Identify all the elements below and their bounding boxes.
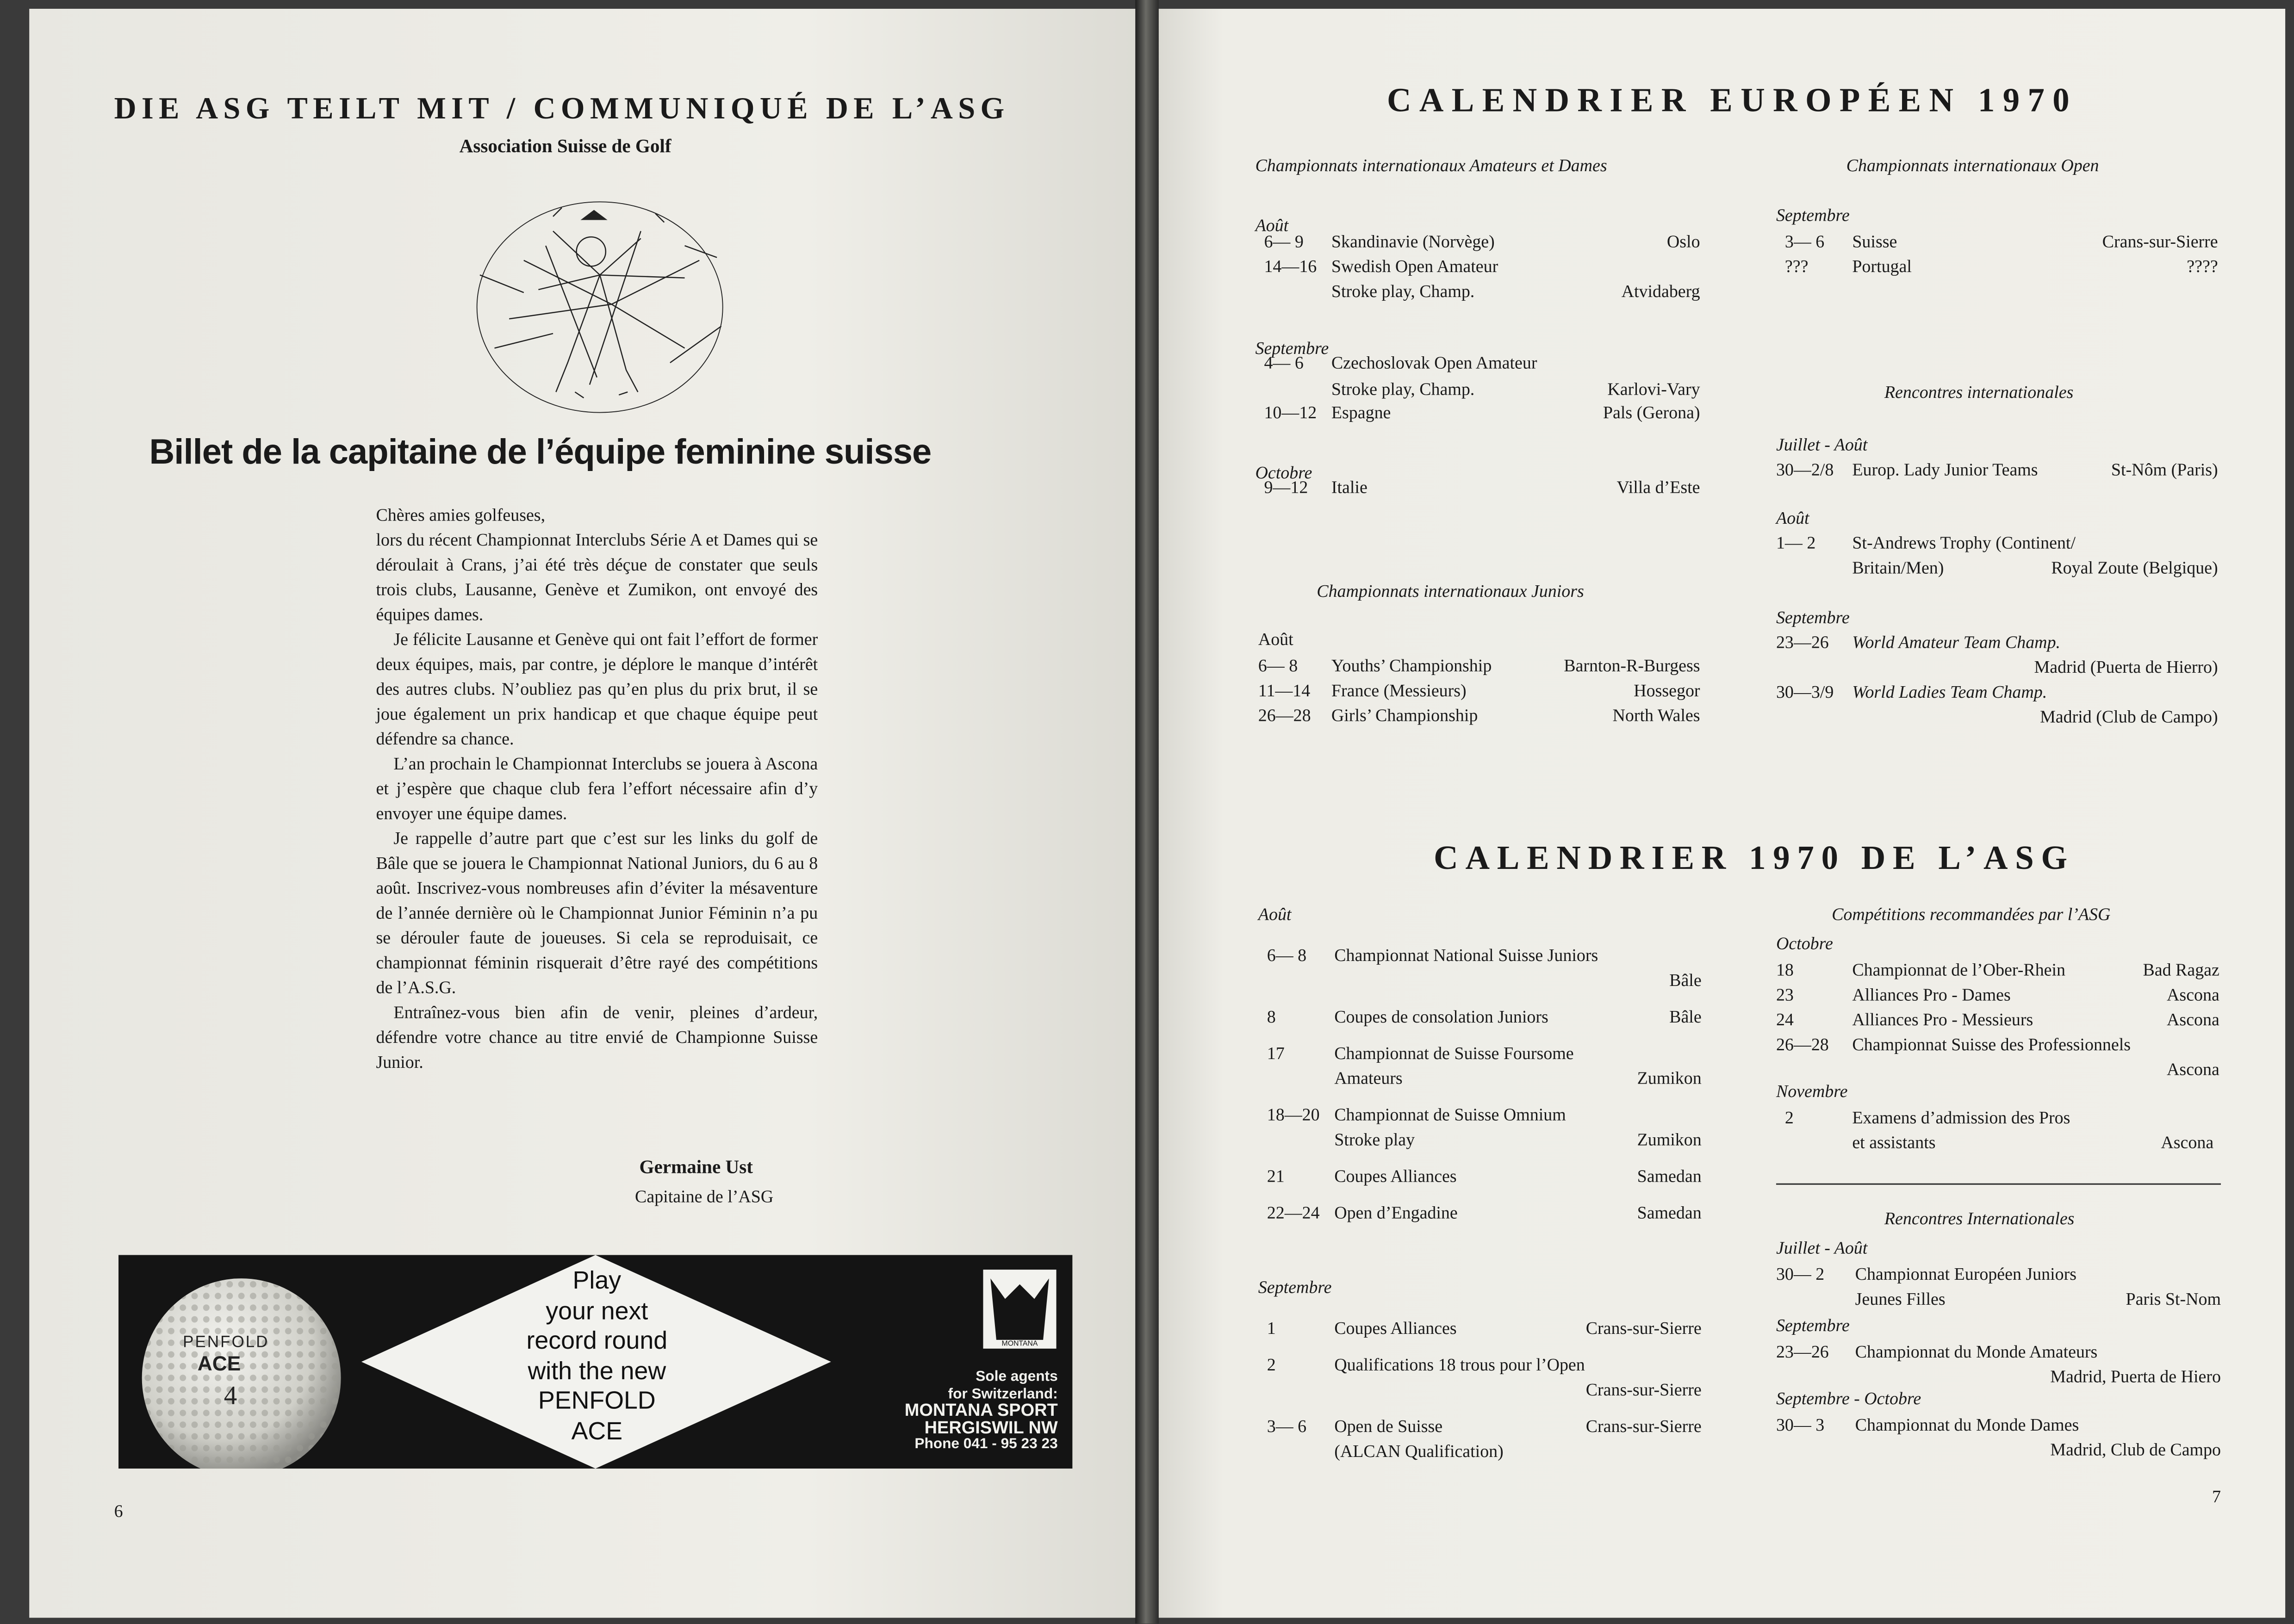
entry-place: North Wales	[1612, 705, 1700, 726]
paragraph: lors du récent Championnat Interclubs Série A et Dames qui se déroulait à Crans, j’ai été très déçue de constater que seuls trois clubs, Lausanne, Genève et Zumikon, ont envoyé des équipes dames.	[376, 529, 818, 625]
signature-role: Capitaine de l’ASG	[635, 1186, 774, 1207]
entry-date: 22—24	[1267, 1202, 1320, 1223]
entry-date: 24	[1776, 1009, 1794, 1030]
entry-place: Crans-sur-Sierre	[1585, 1379, 1702, 1400]
paragraph: Entraînez-vous bien afin de venir, pleines d’ardeur, défendre votre chance au titre envié de Championne Suisse Junior.	[376, 1002, 818, 1072]
entry-title: Coupes Alliances	[1334, 1318, 1457, 1339]
slogan-line: with the new	[528, 1357, 666, 1385]
entry-title: World Amateur Team Champ.	[1852, 632, 2061, 652]
entry-title: Championnat de Suisse Omnium	[1334, 1104, 1566, 1125]
entry-title: Qualifications 18 trous pour l’Open	[1334, 1354, 1585, 1375]
entry-title: Championnat de l’Ober-Rhein	[1852, 959, 2066, 980]
entry-title: Examens d’admission des Pros	[1852, 1107, 2070, 1128]
entry-title: Italie	[1331, 477, 1368, 497]
month-label: Septembre	[1255, 338, 1329, 359]
ad-slogan	[496, 1267, 698, 1447]
entry-date: 30— 3	[1776, 1414, 1825, 1435]
agents-line: MONTANA SPORT	[904, 1400, 1058, 1420]
asg-calendar-heading: CALENDRIER 1970 DE L’ASG	[1434, 839, 2075, 876]
month-label: Septembre	[1258, 1277, 1332, 1298]
entry-date: 26—28	[1258, 705, 1311, 726]
month-label: Novembre	[1776, 1081, 1848, 1102]
entry-place: Oslo	[1666, 231, 1700, 252]
entry-date: 10—12	[1264, 402, 1317, 423]
entry-title: Skandinavie (Norvège)	[1331, 231, 1495, 252]
entry-date: 18—20	[1267, 1104, 1320, 1125]
entry-place: Madrid, Puerta de Hiero	[2050, 1366, 2221, 1387]
entry-date: 4— 6	[1264, 352, 1304, 373]
article-title: Billet de la capitaine de l’équipe feminine suisse	[149, 433, 932, 473]
entry-place: Pals (Gerona)	[1603, 402, 1700, 423]
paragraph: Je rappelle d’autre part que c’est sur les links du golf de Bâle que se jouera le Championnat National Juniors, du 6 au 8 août. Inscrivez-vous nombreuses afin d’éviter la mésaventure de l’année dernière où le Championnat Junior Féminin n’a pu se dérouler faute de joueuses. Si cela se reproduisait, ce championnat féminin risquerait d’être rayé des compétitions de l’A.S.G.	[376, 828, 818, 998]
section-title: Championnats internationaux Open	[1846, 155, 2099, 176]
entry-date: 2	[1267, 1354, 1276, 1375]
signature-name: Germaine Ust	[639, 1155, 753, 1178]
european-calendar-heading: CALENDRIER EUROPÉEN 1970	[1387, 82, 2077, 119]
entry-place: Zumikon	[1637, 1067, 1702, 1089]
entry-date: 2	[1784, 1107, 1794, 1128]
entry-title: Championnat de Suisse Foursome	[1334, 1043, 1574, 1064]
entry-title: Alliances Pro - Dames	[1852, 984, 2011, 1005]
ball-number-text: 4	[224, 1381, 237, 1410]
entry-title: World Ladies Team Champ.	[1852, 682, 2047, 702]
ball-brand-text: PENFOLD	[183, 1334, 269, 1352]
month-label: Septembre - Octobre	[1776, 1388, 1921, 1409]
entry-place: Bâle	[1669, 1006, 1702, 1027]
entry-place: Crans-sur-Sierre	[2102, 231, 2218, 252]
entry-title: Coupes Alliances	[1334, 1165, 1457, 1186]
entry-place: Crans-sur-Sierre	[1585, 1318, 1702, 1339]
page-number-right: 7	[2212, 1486, 2221, 1507]
entry-date: 6— 8	[1258, 655, 1298, 676]
golfer-sketch-illustration	[465, 187, 743, 421]
entry-date: 1— 2	[1776, 532, 1816, 553]
entry-title: Championnat Européen Juniors	[1855, 1264, 2077, 1284]
entry-place: Ascona	[2167, 984, 2219, 1005]
month-label: Septembre	[1776, 607, 1850, 628]
entry-date: 26—28	[1776, 1034, 1829, 1055]
page-number-left: 6	[114, 1500, 123, 1521]
entry-title: Youths’ Championship	[1331, 655, 1492, 676]
section-title: Compétitions recommandées par l’ASG	[1832, 904, 2111, 925]
section-title: Rencontres internationales	[1884, 382, 2074, 403]
entry-date: 3— 6	[1267, 1416, 1307, 1437]
month-label: Août	[1776, 508, 1809, 528]
entry-place: Bâle	[1669, 970, 1702, 991]
entry-title: Swedish Open Amateur	[1331, 256, 1498, 277]
month-label: Août	[1258, 904, 1292, 925]
entry-subtitle: Jeunes Filles	[1855, 1289, 1946, 1309]
entry-title: Open de Suisse	[1334, 1416, 1443, 1437]
entry-place: Ascona	[2167, 1009, 2219, 1030]
ad-agents	[850, 1369, 1058, 1453]
entry-place: St-Nôm (Paris)	[2111, 459, 2218, 480]
entry-title: Coupes de consolation Juniors	[1334, 1006, 1548, 1027]
month-label: Juillet - Août	[1776, 434, 1868, 455]
month-label: Août	[1255, 215, 1289, 236]
entry-title: Czechoslovak Open Amateur	[1331, 352, 1537, 373]
entry-place: Madrid (Puerta de Hierro)	[2034, 657, 2218, 677]
entry-place: Zumikon	[1637, 1129, 1702, 1150]
entry-title: Britain/Men)	[1852, 557, 1944, 578]
entry-place: Karlovi-Vary	[1607, 378, 1700, 400]
entry-date: 1	[1267, 1318, 1276, 1339]
entry-date: 17	[1267, 1043, 1285, 1064]
communique-heading: DIE ASG TEILT MIT / COMMUNIQUÉ DE L’ASG	[114, 91, 1010, 126]
entry-title: Alliances Pro - Messieurs	[1852, 1009, 2033, 1030]
entry-date: 8	[1267, 1006, 1276, 1027]
entry-title: St-Andrews Trophy (Continent/	[1852, 532, 2076, 553]
entry-place: Samedan	[1637, 1202, 1702, 1223]
book-gutter	[1135, 0, 1159, 1624]
slogan-line: ACE	[571, 1416, 623, 1444]
entry-date: 23	[1776, 984, 1794, 1005]
entry-subtitle: (ALCAN Qualification)	[1334, 1440, 1504, 1462]
slogan-line: PENFOLD	[538, 1387, 656, 1415]
entry-title: Portugal	[1852, 256, 1912, 277]
ball-model-text: ACE	[197, 1351, 241, 1375]
entry-title: Suisse	[1852, 231, 1897, 252]
entry-place: Crans-sur-Sierre	[1585, 1416, 1702, 1437]
entry-date: 21	[1267, 1165, 1285, 1186]
entry-place: Madrid, Club de Campo	[2050, 1439, 2221, 1460]
entry-date: 23—26	[1776, 1341, 1829, 1362]
entry-date: 30— 2	[1776, 1264, 1825, 1284]
agents-line: HERGISWIL NW	[924, 1416, 1058, 1438]
agents-line: Sole agents	[976, 1369, 1058, 1385]
month-label: Septembre	[1776, 1315, 1850, 1336]
entry-title: Europ. Lady Junior Teams	[1852, 459, 2038, 480]
entry-title: Open d’Engadine	[1334, 1202, 1458, 1223]
penfold-advertisement	[118, 1255, 1072, 1469]
article-body	[376, 503, 818, 1075]
entry-place: Villa d’Este	[1616, 477, 1700, 497]
month-label: Août	[1258, 629, 1293, 650]
entry-title: Stroke play, Champ.	[1331, 378, 1475, 400]
section-title: Championnats internationaux Juniors	[1317, 581, 1584, 601]
entry-date: 23—26	[1776, 632, 1829, 652]
entry-date: 30—3/9	[1776, 682, 1834, 702]
entry-date: ???	[1784, 256, 1809, 277]
entry-place: Samedan	[1637, 1165, 1702, 1186]
entry-place: Bad Ragaz	[2143, 959, 2219, 980]
entry-date: 6— 8	[1267, 945, 1307, 966]
month-label: Septembre	[1776, 205, 1850, 225]
entry-title: Stroke play, Champ.	[1331, 280, 1475, 302]
entry-title: Championnat du Monde Amateurs	[1855, 1341, 2098, 1362]
month-label: Octobre	[1776, 933, 1833, 954]
entry-subtitle: et assistants	[1852, 1132, 1936, 1153]
entry-place: Madrid (Club de Campo)	[2040, 706, 2218, 727]
agents-line: Phone 041 - 95 23 23	[914, 1436, 1058, 1453]
entry-place: Ascona	[2161, 1132, 2214, 1153]
entry-date: 6— 9	[1264, 231, 1304, 252]
entry-place: ????	[2187, 256, 2218, 277]
entry-date: 9—12	[1264, 477, 1308, 497]
month-label: Octobre	[1255, 462, 1312, 483]
paragraph: L’an prochain le Championnat Interclubs se jouera à Ascona et j’espère que chaque club fera l’effort nécessaire afin d’y envoyer une équipe dames.	[376, 753, 818, 824]
entry-place: Hossegor	[1634, 680, 1700, 701]
entry-title: Espagne	[1331, 402, 1391, 423]
montana-logo-name: MONTANA	[1001, 1339, 1038, 1349]
entry-date: 11—14	[1258, 680, 1311, 701]
slogan-line: Play	[572, 1266, 622, 1295]
entry-place: Atvidaberg	[1621, 280, 1700, 302]
entry-title: France (Messieurs)	[1331, 680, 1467, 701]
entry-date: 3— 6	[1784, 231, 1825, 252]
entry-title: Girls’ Championship	[1331, 705, 1478, 726]
association-subheading: Association Suisse de Golf	[459, 134, 671, 157]
entry-date: 14—16	[1264, 256, 1317, 277]
entry-date: 30—2/8	[1776, 459, 1834, 480]
entry-place: Paris St-Nom	[2126, 1289, 2221, 1309]
section-title: Championnats internationaux Amateurs et Dames	[1255, 155, 1607, 176]
paragraph: Je félicite Lausanne et Genève qui ont fait l’effort de former deux équipes, mais, par contre, je déplore le manque d’intérêt des autres clubs. N’oubliez pas qu’en plus du prix brut, il se joue également un prix handicap et que chaque équipe peut défendre sa chance.	[376, 629, 818, 749]
entry-date: 18	[1776, 959, 1794, 980]
entry-subtitle: Stroke play	[1334, 1129, 1415, 1150]
section-title: Rencontres Internationales	[1884, 1208, 2075, 1229]
divider	[1776, 1184, 2221, 1185]
slogan-line: your next	[546, 1296, 648, 1325]
entry-place: Barnton-R-Burgess	[1564, 655, 1700, 676]
entry-title: Championnat du Monde Dames	[1855, 1414, 2079, 1435]
entry-title: Championnat National Suisse Juniors	[1334, 945, 1598, 966]
entry-place: Ascona	[2167, 1059, 2219, 1080]
slogan-line: record round	[526, 1326, 668, 1355]
entry-subtitle: Amateurs	[1334, 1067, 1403, 1089]
entry-place: Royal Zoute (Belgique)	[2051, 557, 2218, 578]
month-label: Juillet - Août	[1776, 1237, 1868, 1258]
paragraph: Chères amies golfeuses,	[376, 504, 546, 525]
agents-line: for Switzerland:	[948, 1386, 1058, 1402]
entry-title: Championnat Suisse des Professionnels	[1852, 1034, 2131, 1055]
